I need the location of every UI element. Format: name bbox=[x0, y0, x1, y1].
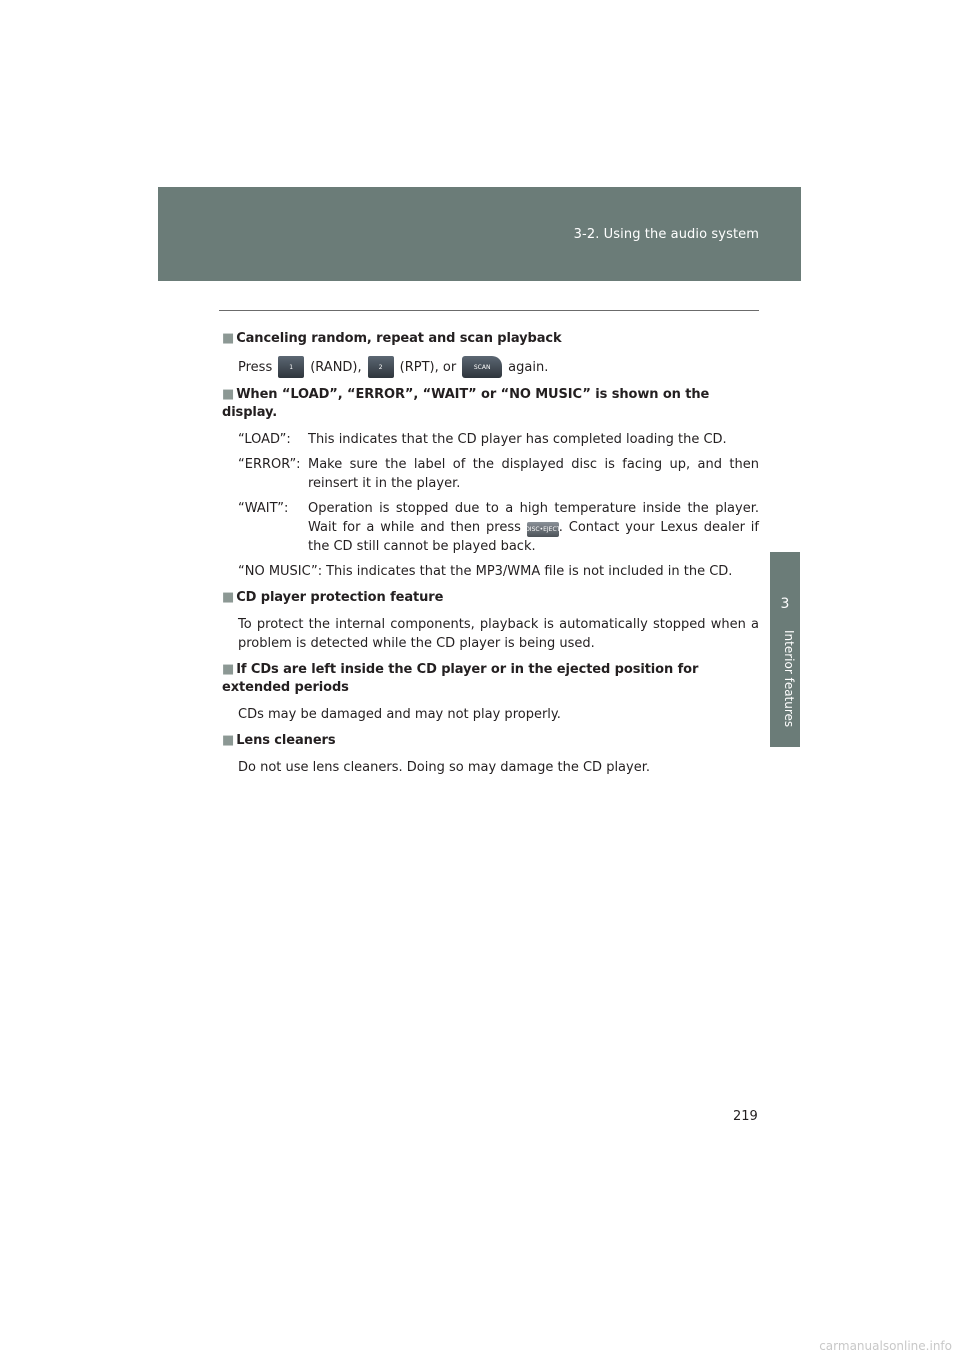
def-load: “LOAD”: This indicates that the CD player has completed loading the CD. bbox=[238, 432, 727, 447]
heading-cancel: ■ Canceling random, repeat and scan playback bbox=[222, 331, 562, 346]
def-wait: “WAIT”: Operation is stopped due to a high temperature inside the player. Wait for a while and then press DISC•EJECT. Contact your Lexus dealer if the CD still cannot be played back. bbox=[238, 501, 759, 554]
heading-left-inside: ■ If CDs are left inside the CD player or in the ejected position for extended periods bbox=[222, 662, 699, 695]
footer-watermark: carmanualsonline.info bbox=[819, 1339, 952, 1353]
def-nomusic: “NO MUSIC”: This indicates that the MP3/WMA file is not included in the CD. bbox=[238, 564, 733, 579]
chapter-label: Interior features bbox=[782, 630, 796, 728]
section-title: 3-2. Using the audio system bbox=[573, 227, 759, 242]
heading-display: ■ When “LOAD”, “ERROR”, “WAIT” or “NO MUSIC” is shown on the display. bbox=[222, 387, 710, 420]
preset-2-button-icon: 2 bbox=[368, 356, 394, 378]
section-header-band bbox=[158, 187, 801, 281]
section-display bbox=[222, 386, 759, 581]
def-error: “ERROR”: Make sure the label of the displayed disc is facing up, and then reinsert it in the player. bbox=[238, 457, 759, 491]
top-rule bbox=[219, 310, 759, 311]
bullet-icon: ■ bbox=[222, 662, 235, 677]
lens-body: Do not use lens cleaners. Doing so may damage the CD player. bbox=[238, 760, 650, 775]
left-inside-body: CDs may be damaged and may not play properly. bbox=[238, 707, 561, 722]
bullet-icon: ■ bbox=[222, 331, 235, 346]
section-protection bbox=[222, 589, 759, 653]
section-left-inside bbox=[222, 661, 759, 724]
display-definitions bbox=[238, 430, 759, 581]
preset-1-button-icon: 1 bbox=[278, 356, 304, 378]
section-cancel bbox=[222, 330, 759, 378]
disc-eject-button-icon: DISC•EJECT bbox=[527, 522, 559, 537]
page-number: 219 bbox=[733, 1109, 758, 1124]
chapter-number: 3 bbox=[780, 596, 790, 612]
heading-lens: ■ Lens cleaners bbox=[222, 733, 336, 748]
bullet-icon: ■ bbox=[222, 733, 235, 748]
bullet-icon: ■ bbox=[222, 387, 235, 402]
heading-protection: ■ CD player protection feature bbox=[222, 590, 444, 605]
protection-body: To protect the internal components, playback is automatically stopped when a problem is detected while the CD player is being used. bbox=[238, 617, 759, 651]
bullet-icon: ■ bbox=[222, 590, 235, 605]
chapter-side-tab bbox=[770, 552, 800, 747]
section-lens bbox=[222, 732, 759, 777]
page-content bbox=[222, 330, 759, 785]
cancel-instructions: Press 1 (RAND), 2 (RPT), or SCAN again. bbox=[238, 356, 759, 378]
scan-button-icon: SCAN bbox=[462, 356, 502, 378]
